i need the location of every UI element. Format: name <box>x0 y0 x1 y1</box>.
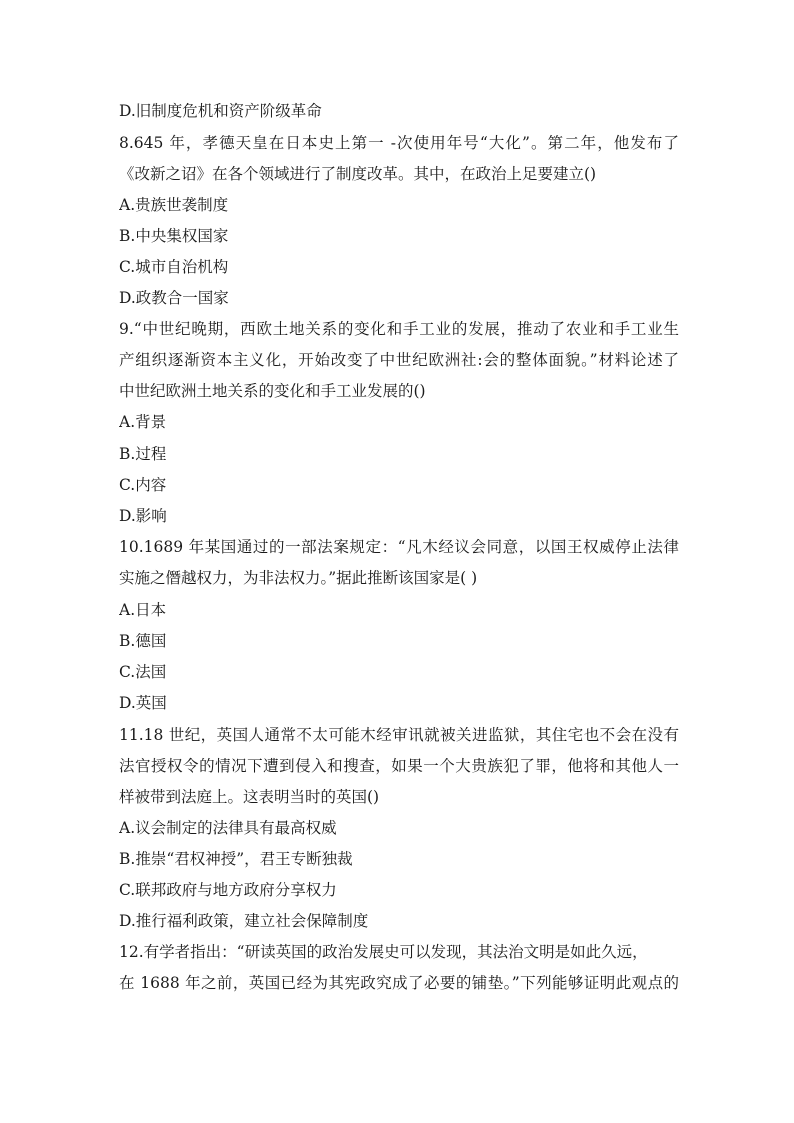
option-c-q11: C.联邦政府与地方政府分享权力 <box>119 881 337 899</box>
question-11-line-1: 11.18 世纪，英国人通常不太可能木经审讯就被关进监狱，其住宅也不会在没有 <box>119 726 679 744</box>
option-c-q10: C.法国 <box>119 663 167 681</box>
option-a-q8: A.贵族世袭制度 <box>119 196 229 214</box>
question-9-line-3: 中世纪欧洲土地关系的变化和手工业发展的() <box>119 382 426 400</box>
option-b-q11: B.推崇“君权神授”，君王专断独裁 <box>119 850 353 868</box>
question-10-line-2: 实施之僭越权力，为非法权力。”据此推断该国家是( ) <box>119 569 478 587</box>
question-8-line-1: 8.645 年，孝德天皇在日本史上第一 -次使用年号“大化”。第二年，他发布了 <box>119 134 679 152</box>
question-12-line-1: 12.有学者指出：“研读英国的政治发展史可以发现，其法治文明是如此久远， <box>119 943 648 961</box>
question-11-line-2: 法官授权令的情况下遭到侵入和搜查，如果一个大贵族犯了罪，他将和其他人一 <box>119 757 679 775</box>
option-b-q9: B.过程 <box>119 445 167 463</box>
option-d-q7: D.旧制度危机和资产阶级革命 <box>119 102 322 120</box>
option-b-q10: B.德国 <box>119 632 167 650</box>
option-c-q9: C.内容 <box>119 476 167 494</box>
option-a-q10: A.日本 <box>119 601 167 619</box>
option-a-q11: A.议会制定的法律具有最高权威 <box>119 819 337 837</box>
option-b-q8: B.中央集权国家 <box>119 227 229 245</box>
option-d-q10: D.英国 <box>119 694 167 712</box>
option-d-q9: D.影响 <box>119 507 167 525</box>
question-12-line-2: 在 1688 年之前，英国已经为其宪政究成了必要的铺垫。”下列能够证明此观点的 <box>119 974 679 992</box>
option-c-q8: C.城市自治机构 <box>119 258 229 276</box>
option-a-q9: A.背景 <box>119 413 167 431</box>
question-9-line-2: 产组织逐渐资本主义化，开始改变了中世纪欧洲社:会的整体面貌。”材料论述了 <box>119 351 679 369</box>
question-9-line-1: 9.“中世纪晚期，西欧土地关系的变化和手工业的发展，推动了农业和手工业生 <box>119 320 679 338</box>
question-11-line-3: 样被带到法庭上。这表明当时的英国() <box>119 788 380 806</box>
question-8-line-2: 《改新之诏》在各个领域进行了制度改革。其中，在政治上足要建立() <box>119 165 597 183</box>
option-d-q11: D.推行福利政策，建立社会保障制度 <box>119 912 369 930</box>
option-d-q8: D.政教合一国家 <box>119 289 229 307</box>
question-10-line-1: 10.1689 年某国通过的一部法案规定：“凡木经议会同意，以国王权威停止法律 <box>119 538 679 556</box>
